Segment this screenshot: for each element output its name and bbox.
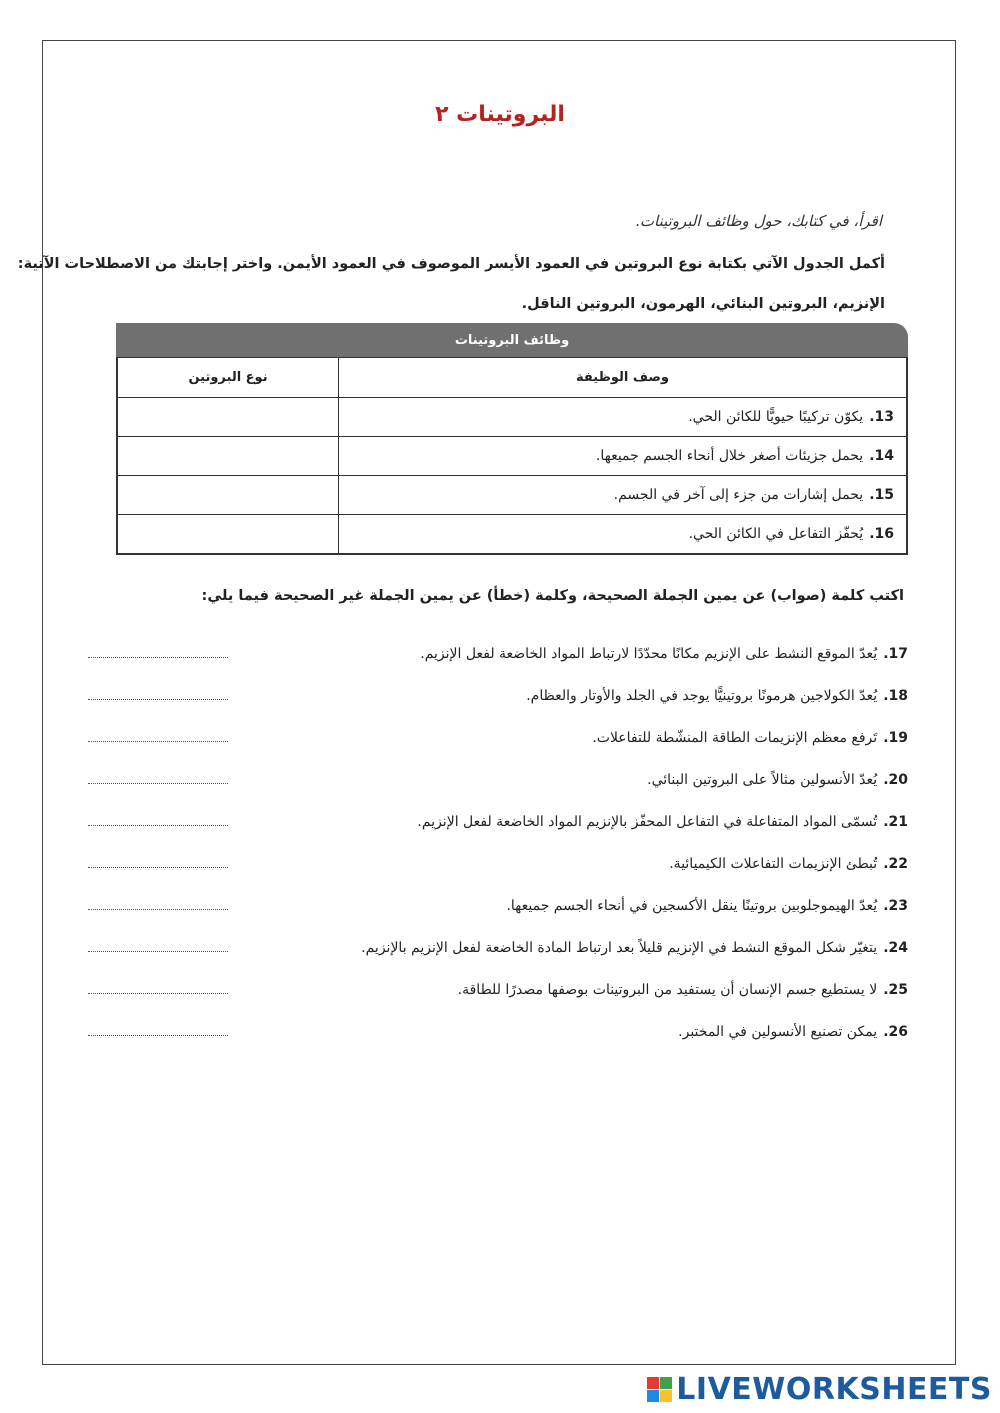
functions-table bbox=[116, 323, 908, 555]
instructions-line-2: الإنزيم، البروتين البنائي، الهرمون، البروتين الناقل. bbox=[521, 296, 885, 312]
row-number: 15. bbox=[869, 487, 894, 503]
table-title: وظائف البروتينات bbox=[116, 323, 908, 357]
true-false-instruction: اكتب كلمة (صواب) عن يمين الجملة الصحيحة، وكلمة (خطأ) عن يمين الجملة غير الصحيحة فيما يلي: bbox=[201, 588, 904, 604]
list-item: 20. يُعدّ الأنسولين مثالاً على البروتين البنائي. bbox=[88, 746, 908, 788]
liveworksheets-brand bbox=[647, 1372, 992, 1407]
list-item: 26. يمكن تصنيع الأنسولين في المختبر. bbox=[88, 998, 908, 1040]
list-item: 21. تُسمّى المواد المتفاعلة في التفاعل المحفّز بالإنزيم المواد الخاضعة لفعل الإنزيم. bbox=[88, 788, 908, 830]
list-item: 22. تُبطئ الإنزيمات التفاعلات الكيميائية. bbox=[88, 830, 908, 872]
answer-blank-25[interactable] bbox=[88, 992, 228, 994]
answer-cell-16[interactable] bbox=[117, 515, 339, 554]
answer-blank-17[interactable] bbox=[88, 656, 228, 658]
column-header-type: نوع البروتين bbox=[117, 358, 339, 398]
row-number: 13. bbox=[869, 409, 894, 425]
list-item: 18. يُعدّ الكولاجين هرمونًا بروتينيًّا يوجد في الجلد والأوتار والعظام. bbox=[88, 662, 908, 704]
table-row bbox=[117, 398, 907, 437]
answer-blank-26[interactable] bbox=[88, 1034, 228, 1036]
answer-blank-19[interactable] bbox=[88, 740, 228, 742]
answer-blank-20[interactable] bbox=[88, 782, 228, 784]
answer-blank-23[interactable] bbox=[88, 908, 228, 910]
list-item: 19. تَرفع معظم الإنزيمات الطاقة المنشّطة للتفاعلات. bbox=[88, 704, 908, 746]
instructions-line-1: أكمل الجدول الآتي بكتابة نوع البروتين في العمود الأيسر الموصوف في العمود الأيمن. واختر إجابتك من الاصطلاحات الآتية: bbox=[17, 256, 885, 272]
answer-blank-22[interactable] bbox=[88, 866, 228, 868]
row-description: يُحفّز التفاعل في الكائن الحي. bbox=[688, 525, 864, 542]
intro-text: اقرأ، في كتابك، حول وظائف البروتينات. bbox=[635, 212, 882, 230]
list-item: 24. يتغيّر شكل الموقع النشط في الإنزيم قليلاً بعد ارتباط المادة الخاضعة لفعل الإنزيم بالإنزيم. bbox=[88, 914, 908, 956]
row-description: يحمل إشارات من جزء إلى آخر في الجسم. bbox=[613, 487, 864, 503]
list-item: 23. يُعدّ الهيموجلوبين بروتينًا ينقل الأكسجين في أنحاء الجسم جميعها. bbox=[88, 872, 908, 914]
answer-blank-18[interactable] bbox=[88, 698, 228, 700]
page-title: البروتينات ٢ bbox=[435, 102, 565, 127]
answer-cell-13[interactable] bbox=[117, 398, 339, 437]
table-row bbox=[117, 437, 907, 476]
answer-blank-21[interactable] bbox=[88, 824, 228, 826]
answer-blank-24[interactable] bbox=[88, 950, 228, 952]
brand-name: LIVEWORKSHEETS bbox=[676, 1372, 992, 1407]
list-item: 17. يُعدّ الموقع النشط على الإنزيم مكانًا محدّدًا لارتباط المواد الخاضعة لفعل الإنزيم. bbox=[88, 620, 908, 662]
row-number: 16. bbox=[869, 525, 894, 542]
table-row bbox=[117, 515, 907, 554]
true-false-list bbox=[88, 620, 908, 1040]
answer-cell-14[interactable] bbox=[117, 437, 339, 476]
answer-cell-15[interactable] bbox=[117, 476, 339, 515]
row-description: يحمل جزيئات أصغر خلال أنحاء الجسم جميعها. bbox=[595, 448, 864, 464]
row-description: يكوّن تركيبًا حيويًّا للكائن الحي. bbox=[688, 409, 864, 425]
row-number: 14. bbox=[869, 448, 894, 464]
liveworksheets-logo-icon bbox=[647, 1377, 672, 1402]
table-row bbox=[117, 476, 907, 515]
column-header-description: وصف الوظيفة bbox=[339, 358, 907, 398]
list-item: 25. لا يستطيع جسم الإنسان أن يستفيد من البروتينات بوصفها مصدرًا للطاقة. bbox=[88, 956, 908, 998]
